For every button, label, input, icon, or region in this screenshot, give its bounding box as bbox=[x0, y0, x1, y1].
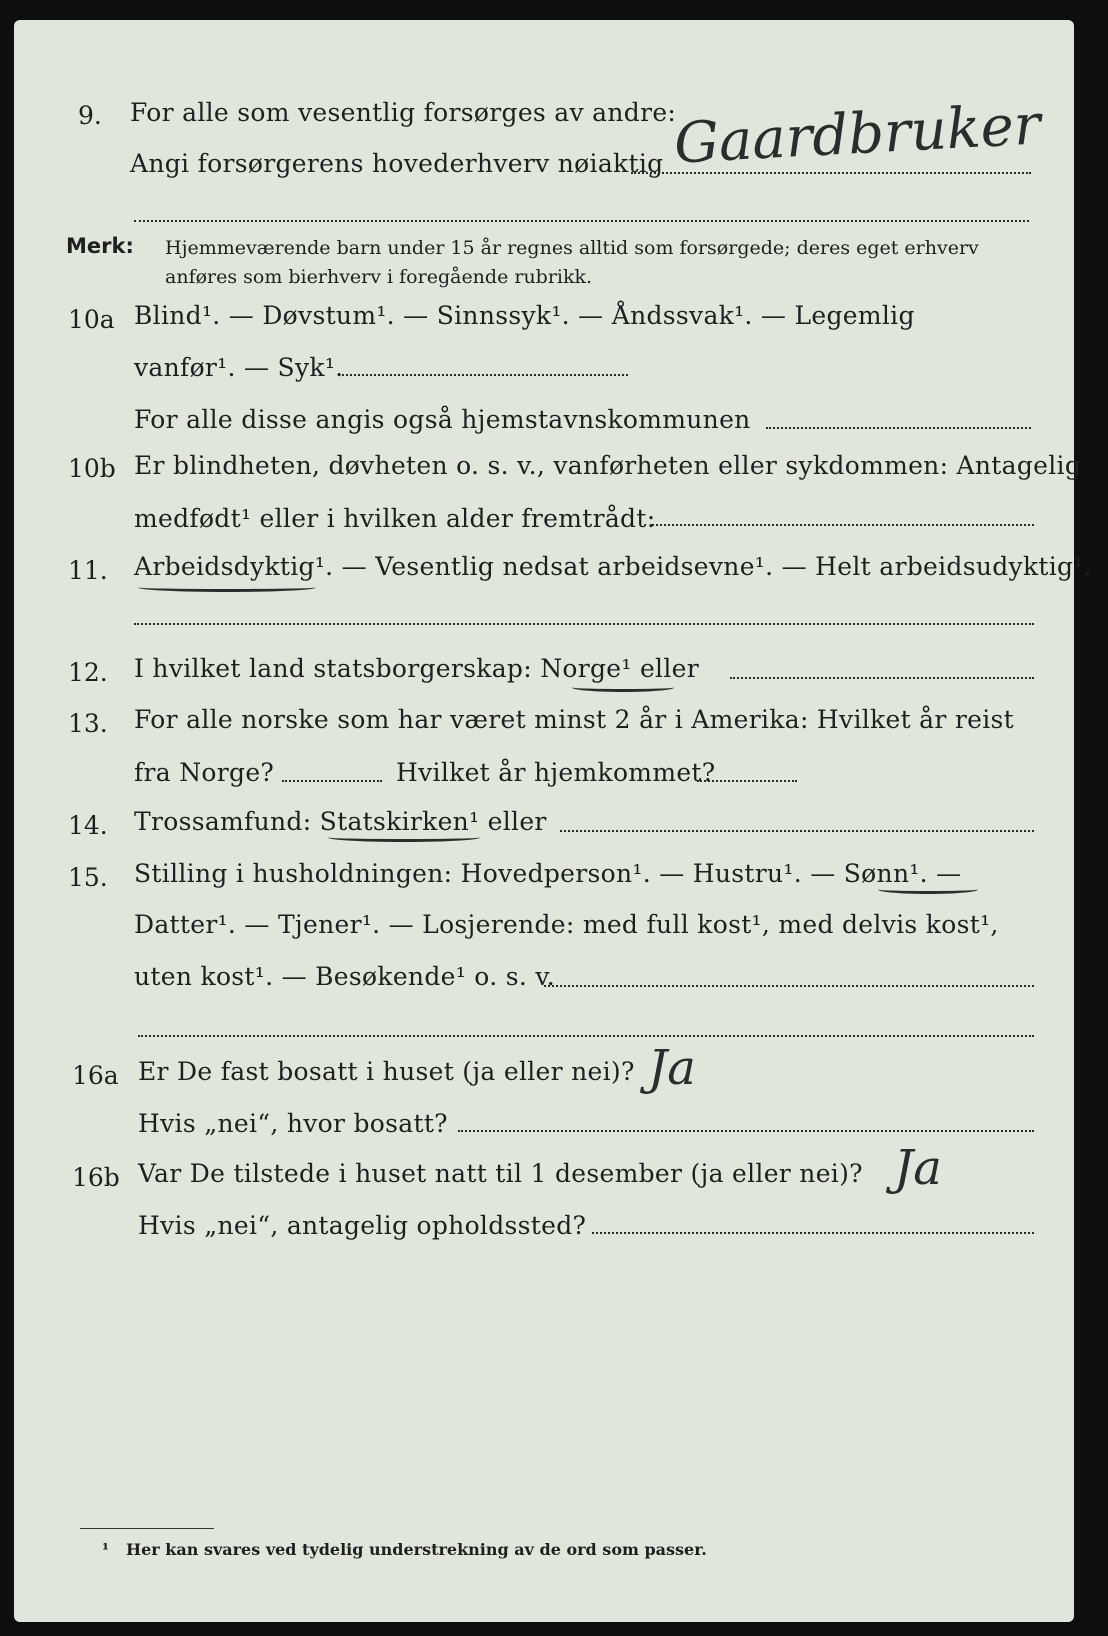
q14-handwritten-underline bbox=[328, 833, 480, 842]
q13-reist-line[interactable] bbox=[282, 780, 382, 782]
q9-handwritten-answer: Gaardbruker bbox=[672, 92, 1043, 177]
census-form-page bbox=[14, 20, 1092, 1622]
footnote-text: Her kan svares ved tydelig understrekning av de ord som passer. bbox=[126, 1540, 707, 1559]
q11-handwritten-underline bbox=[138, 583, 316, 592]
q12-handwritten-underline bbox=[572, 683, 674, 692]
q10a-line1: Blind¹. — Døvstum¹. — Sinnssyk¹. — Åndssvak¹. — Legemlig bbox=[134, 301, 915, 330]
q14-answer-line[interactable] bbox=[560, 830, 1034, 832]
q16b-line2: Hvis „nei“, antagelig opholdssted? bbox=[138, 1211, 587, 1240]
q11-extra-line bbox=[134, 623, 1034, 625]
q16b-opholdssted-line[interactable] bbox=[592, 1232, 1034, 1234]
q10a-line2: vanfør¹. — Syk¹. bbox=[134, 353, 344, 382]
q16b-line1: Var De tilstede i huset natt til 1 desember (ja eller nei)? bbox=[138, 1159, 863, 1188]
q13-hjemkommet-line[interactable] bbox=[697, 780, 797, 782]
q12-line1: I hvilket land statsborgerskap: Norge¹ eller bbox=[134, 654, 699, 683]
q16a-number: 16a bbox=[72, 1061, 119, 1090]
q10a-number: 10a bbox=[68, 305, 115, 334]
q13-line2b: Hvilket år hjemkommet? bbox=[396, 758, 716, 787]
q11-line1: Arbeidsdyktig¹. — Vesentlig nedsat arbeidsevne¹. — Helt arbeidsudyktig¹. bbox=[134, 552, 1092, 581]
q16a-bosatt-line[interactable] bbox=[458, 1130, 1034, 1132]
q10b-answer-line[interactable] bbox=[652, 524, 1034, 526]
q16b-handwritten-answer: Ja bbox=[894, 1140, 942, 1196]
q10b-number: 10b bbox=[68, 454, 116, 483]
q15-number: 15. bbox=[68, 863, 108, 892]
merk-line2: anføres som bierhverv i foregående rubrikk. bbox=[165, 266, 593, 288]
q12-number: 12. bbox=[68, 658, 108, 687]
merk-note bbox=[66, 234, 134, 258]
q15-line1: Stilling i husholdningen: Hovedperson¹. — Hustru¹. — Sønn¹. — bbox=[134, 859, 962, 888]
q15-extra-line bbox=[138, 1035, 1034, 1037]
q16a-handwritten-answer: Ja bbox=[648, 1040, 696, 1096]
q14-number: 14. bbox=[68, 811, 108, 840]
q16a-line1: Er De fast bosatt i huset (ja eller nei)? bbox=[138, 1057, 635, 1086]
merk-line1: Hjemmeværende barn under 15 år regnes alltid som forsørgede; deres eget erhverv bbox=[165, 237, 979, 259]
q15-answer-line[interactable] bbox=[544, 985, 1034, 987]
q10a-syk-line[interactable] bbox=[342, 374, 628, 376]
q10a-line3: For alle disse angis også hjemstavnskommunen bbox=[134, 405, 751, 434]
q13-line1: For alle norske som har været minst 2 år i Amerika: Hvilket år reist bbox=[134, 705, 1015, 734]
q9-line1: For alle som vesentlig forsørges av andre: bbox=[130, 98, 677, 127]
footnote-mark: ¹ bbox=[102, 1540, 110, 1559]
q10b-line1: Er blindheten, døvheten o. s. v., vanførheten eller sykdommen: Antagelig bbox=[134, 451, 1082, 480]
q15-handwritten-underline bbox=[878, 885, 978, 894]
merk-label: Merk: bbox=[66, 234, 134, 258]
q14-line1: Trossamfund: Statskirken¹ eller bbox=[134, 807, 547, 836]
q10a-hjemstavn-line[interactable] bbox=[766, 427, 1031, 429]
q13-line2a: fra Norge? bbox=[134, 758, 275, 787]
q10b-line2: medfødt¹ eller i hvilken alder fremtrådt: bbox=[134, 504, 656, 533]
q15-line3: uten kost¹. — Besøkende¹ o. s. v. bbox=[134, 962, 556, 991]
footnote-rule bbox=[80, 1528, 214, 1529]
q16b-number: 16b bbox=[72, 1163, 120, 1192]
q15-line2: Datter¹. — Tjener¹. — Losjerende: med full kost¹, med delvis kost¹, bbox=[134, 910, 999, 939]
q12-answer-line[interactable] bbox=[730, 677, 1034, 679]
q16a-line2: Hvis „nei“, hvor bosatt? bbox=[138, 1109, 448, 1138]
q11-number: 11. bbox=[68, 556, 108, 585]
q9-extra-line bbox=[134, 220, 1029, 222]
q9-line2: Angi forsørgerens hovederhverv nøiaktig bbox=[130, 149, 664, 178]
q13-number: 13. bbox=[68, 709, 108, 738]
q9-number: 9. bbox=[78, 101, 102, 130]
